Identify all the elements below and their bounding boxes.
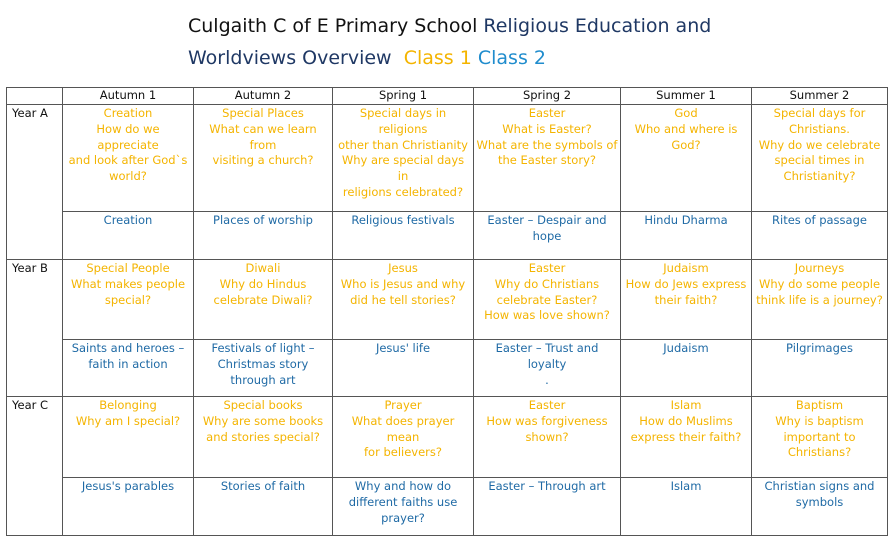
cell-text-line: Saints and heroes – (71, 341, 185, 355)
cell-text-line: What makes people (70, 276, 186, 291)
cell-text-line: Christmas story (217, 356, 309, 371)
col-header: Spring 1 (333, 88, 474, 105)
corner-cell (7, 88, 63, 105)
cell-text-line: Stories of faith (220, 479, 306, 493)
col-header: Autumn 1 (63, 88, 194, 105)
school-name: Culgaith C of E Primary School (188, 15, 478, 37)
class2-unit-cell (474, 340, 621, 397)
year-label-spacer (7, 212, 63, 260)
cell-text-line: Special People (86, 261, 170, 275)
year-label: Year B (7, 260, 63, 340)
col-header: Autumn 2 (194, 88, 333, 105)
cell-text-line: prayer? (381, 510, 425, 525)
class1-unit-cell (752, 105, 888, 212)
cell-text-line: Easter – Through art (488, 479, 606, 493)
class2-unit-cell (621, 340, 752, 397)
cell-text-line: Why is baptism (775, 413, 864, 428)
cell-text-line: Baptism (795, 398, 844, 412)
year-label-spacer (7, 478, 63, 536)
cell-text-line: How do Muslims (639, 413, 733, 428)
class1-unit-cell (63, 105, 194, 212)
cell-text-line: Why do Hindus (219, 276, 307, 291)
class1-unit-cell (621, 105, 752, 212)
cell-text-line: different faiths use (348, 494, 458, 509)
cell-text-line: special? (104, 292, 152, 307)
class1-unit-cell (474, 397, 621, 478)
cell-text-line: Who and where is (634, 121, 738, 136)
class1-unit-cell (194, 260, 333, 340)
cell-text-line: faith in action (88, 356, 168, 371)
table-row (7, 340, 888, 397)
cell-text-line: Easter – Trust and (495, 341, 599, 355)
class2-unit-cell (474, 212, 621, 260)
class2-unit-cell (333, 478, 474, 536)
cell-text-line: think life is a journey? (756, 292, 883, 307)
class2-unit-cell (63, 478, 194, 536)
cell-text-line: Jesus (388, 261, 418, 275)
cell-text-line: How do we appreciate (96, 121, 160, 152)
cell-text-line: Christians. (789, 121, 850, 136)
cell-text-line: for believers? (363, 445, 442, 460)
curriculum-table (6, 87, 888, 536)
cell-text-line: Easter – Despair and (487, 213, 607, 227)
cell-text-line: Why am I special? (75, 413, 181, 428)
page-title-line-1 (188, 15, 711, 37)
cell-text-line: Christianity? (783, 169, 856, 184)
cell-text-line: How do Jews express (625, 276, 747, 291)
class2-unit-cell (63, 340, 194, 397)
class2-unit-cell (621, 478, 752, 536)
cell-text-line: What does prayer mean (351, 413, 455, 444)
cell-text-line: visiting a church? (212, 153, 314, 168)
cell-text-line: celebrate Diwali? (213, 292, 313, 307)
cell-text-line: Creation (103, 213, 153, 227)
cell-text-line: and stories special? (206, 429, 320, 444)
cell-text-line: Islam (670, 398, 702, 412)
class2-unit-cell (621, 212, 752, 260)
subject-part-2: Worldviews Overview (188, 47, 392, 69)
cell-text-line: Places of worship (213, 213, 313, 227)
class1-unit-cell (63, 260, 194, 340)
class1-unit-cell (621, 260, 752, 340)
class2-unit-cell (752, 212, 888, 260)
table-row (7, 260, 888, 340)
year-label: Year A (7, 105, 63, 212)
class1-unit-cell (474, 105, 621, 212)
year-label-spacer (7, 340, 63, 397)
cell-text-line: Why are special days in (341, 153, 465, 184)
class2-unit-cell (194, 478, 333, 536)
cell-text-line: Journeys (794, 261, 845, 275)
year-label: Year C (7, 397, 63, 478)
cell-text-line: Hindu Dharma (644, 213, 728, 227)
cell-text-line: Easter (528, 398, 566, 412)
cell-text-line: the Easter story? (498, 153, 596, 168)
cell-text-line: loyalty (527, 356, 567, 371)
cell-text-line: Diwali (245, 261, 281, 275)
cell-text-line: their faith? (654, 292, 718, 307)
class2-unit-cell (63, 212, 194, 260)
class2-unit-cell (194, 212, 333, 260)
cell-text-line: Why do we celebrate (758, 137, 881, 152)
cell-text-line: Jesus' life (375, 341, 431, 355)
class2-unit-cell (194, 340, 333, 397)
cell-text-line: Religious festivals (351, 213, 455, 227)
cell-text-line: Easter (528, 106, 566, 120)
cell-text-line: did he tell stories? (350, 292, 456, 307)
cell-text-line: Special days in religions (359, 106, 447, 136)
cell-text-line: God (674, 106, 698, 120)
class2-unit-cell (752, 340, 888, 397)
cell-text-line: Rites of passage (772, 213, 867, 227)
table-row (7, 397, 888, 478)
cell-text-line: celebrate Easter? (496, 292, 598, 307)
header-row (7, 88, 888, 105)
cell-text-line: Creation (103, 106, 153, 120)
cell-text-line: How was forgiveness (486, 413, 608, 428)
class2-unit-cell (333, 340, 474, 397)
class1-unit-cell (333, 397, 474, 478)
cell-text-line: Why do Christians (494, 276, 600, 291)
cell-text-line: Belonging (99, 398, 157, 412)
cell-text-line: How was love shown? (484, 308, 610, 323)
cell-text-line: world? (109, 169, 147, 184)
class2-unit-cell (752, 478, 888, 536)
cell-text-line: hope (532, 228, 562, 243)
col-header: Summer 2 (752, 88, 888, 105)
cell-text-line: important to (783, 429, 856, 444)
class1-unit-cell (194, 397, 333, 478)
cell-text-line: Islam (670, 479, 702, 493)
cell-text-line: Special days for (773, 106, 866, 120)
cell-text-line: religions celebrated? (342, 184, 464, 199)
cell-text-line: Why do some people (758, 276, 881, 291)
col-header: Spring 2 (474, 88, 621, 105)
class1-unit-cell (333, 105, 474, 212)
cell-text-line: other than Christianity (338, 137, 468, 152)
cell-text-line: shown? (525, 429, 569, 444)
cell-text-line: Christian signs and (764, 479, 875, 493)
cell-text-line: Why are some books (202, 413, 324, 428)
cell-text-line: special times in (774, 153, 865, 168)
cell-text-line: Why and how do (354, 479, 452, 493)
cell-text-line: symbols (795, 494, 844, 509)
table-row (7, 212, 888, 260)
class2-unit-cell (333, 212, 474, 260)
cell-text-line: Festivals of light – (211, 341, 315, 355)
class1-unit-cell (63, 397, 194, 478)
cell-text-line: Judaism (663, 261, 709, 275)
cell-text-line: What are the symbols of (476, 137, 618, 152)
cell-text-line: and look after God`s (68, 153, 188, 168)
class1-unit-cell (474, 260, 621, 340)
cell-text-line: . (545, 372, 549, 387)
cell-text-line: Special books (223, 398, 303, 412)
cell-text-line: Who is Jesus and why (340, 276, 466, 291)
cell-text-line: Jesus's parables (81, 479, 175, 493)
subject-part-1: Religious Education and (483, 15, 712, 37)
class1-key: Class 1 (403, 47, 472, 69)
cell-text-line: Special Places (222, 106, 304, 120)
cell-text-line: Prayer (384, 398, 422, 412)
class1-unit-cell (621, 397, 752, 478)
class1-unit-cell (752, 260, 888, 340)
class1-unit-cell (333, 260, 474, 340)
page-title-line-2 (188, 47, 546, 69)
cell-text-line: express their faith? (630, 429, 742, 444)
class1-unit-cell (752, 397, 888, 478)
class1-unit-cell (194, 105, 333, 212)
cell-text-line: God? (671, 137, 701, 152)
cell-text-line: What can we learn from (209, 121, 317, 152)
table-row (7, 478, 888, 536)
class2-unit-cell (474, 478, 621, 536)
col-header: Summer 1 (621, 88, 752, 105)
cell-text-line: Judaism (663, 341, 709, 355)
cell-text-line: Pilgrimages (786, 341, 853, 355)
cell-text-line: through art (230, 372, 296, 387)
cell-text-line: Christians? (787, 445, 852, 460)
class2-key: Class 2 (477, 47, 546, 69)
cell-text-line: Easter (528, 261, 566, 275)
table-row (7, 105, 888, 212)
cell-text-line: What is Easter? (502, 121, 592, 136)
